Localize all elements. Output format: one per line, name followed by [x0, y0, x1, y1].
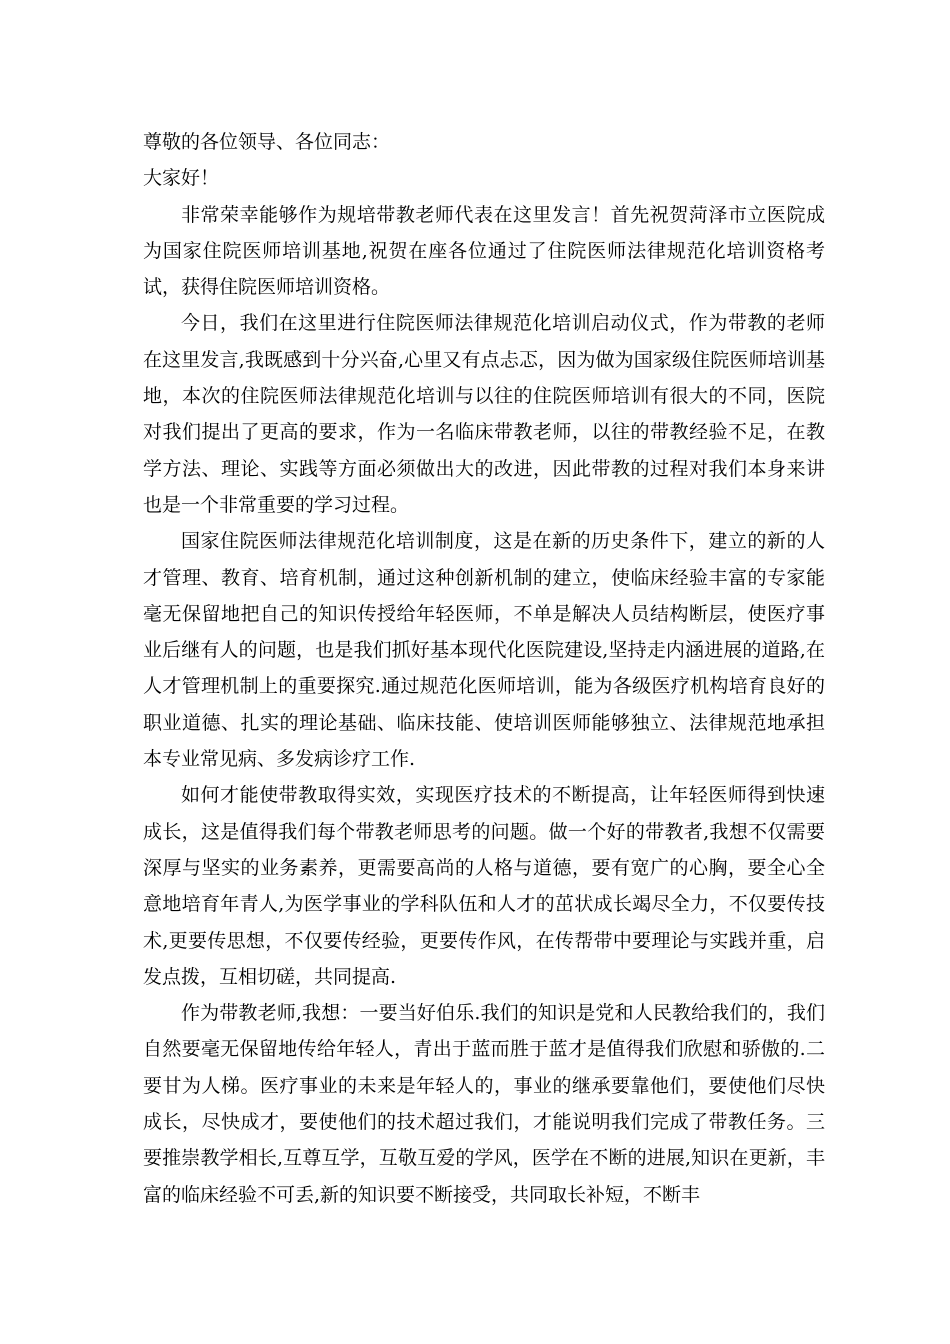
paragraph-opening: 非常荣幸能够作为规培带教老师代表在这里发言！首先祝贺菏泽市立医院成为国家住院医师培训基地,祝贺在座各位通过了住院医师法律规范化培训资格考试，获得住院医师培训资格。 — [143, 203, 825, 299]
paragraph-effectiveness: 如何才能使带教取得实效，实现医疗技术的不断提高，让年轻医师得到快速成长，这是值得我们每个带教老师思考的问题。做一个好的带教者,我想不仅需要深厚与坚实的业务素养，更需要高尚的人格与道德，要有宽广的心胸，要全心全意地培育年青人,为医学事业的学科队伍和人才的茁状成长竭尽全力，不仅要传技术,更要传思想，不仅要传经验，更要传作风，在传帮带中要理论与实践并重，启发点拨，互相切磋，共同提高. — [143, 784, 825, 988]
speech-text — [143, 124, 825, 1213]
salutation: 尊敬的各位领导、各位同志： — [143, 131, 391, 153]
paragraph-system: 国家住院医师法律规范化培训制度，这是在新的历史条件下，建立的新的人才管理、教育、培育机制，通过这种创新机制的建立，使临床经验丰富的专家能毫无保留地把自己的知识传授给年轻医师，不单是解决人员结构断层，使医疗事业后继有人的问题，也是我们抓好基本现代化医院建设,坚持走内涵进展的道路,在人才管理机制上的重要探究.通过规范化医师培训，能为各级医疗机构培育良好的职业道德、扎实的理论基础、临床技能、使培训医师能够独立、法律规范地承担本专业常见病、多发病诊疗工作. — [143, 530, 825, 771]
greeting: 大家好！ — [143, 167, 220, 190]
paragraph-ceremony: 今日，我们在这里进行住院医师法律规范化培训启动仪式，作为带教的老师在这里发言,我既感到十分兴奋,心里又有点忐忑，因为做为国家级住院医师培训基地，本次的住院医师法律规范化培训与以往的住院医师培训有很大的不同，医院对我们提出了更高的要求，作为一名临床带教老师，以往的带教经验不足，在教学方法、理论、实践等方面必须做出大的改进，因此带教的过程对我们本身来讲也是一个非常重要的学习过程。 — [143, 312, 825, 516]
paragraph-teacher-role: 作为带教老师,我想：一要当好伯乐.我们的知识是党和人民教给我们的，我们自然要毫无保留地传给年轻人，青出于蓝而胜于蓝才是值得我们欣慰和骄傲的.二要甘为人梯。医疗事业的未来是年轻人的，事业的继承要靠他们，要使他们尽快成长，尽快成才，要使他们的技术超过我们，才能说明我们完成了带教任务。三要推崇教学相长,互尊互学，互敬互爱的学风，医学在不断的进展,知识在更新，丰富的临床经验不可丢,新的知识要不断接受，共同取长补短，不断丰 — [143, 1002, 825, 1206]
